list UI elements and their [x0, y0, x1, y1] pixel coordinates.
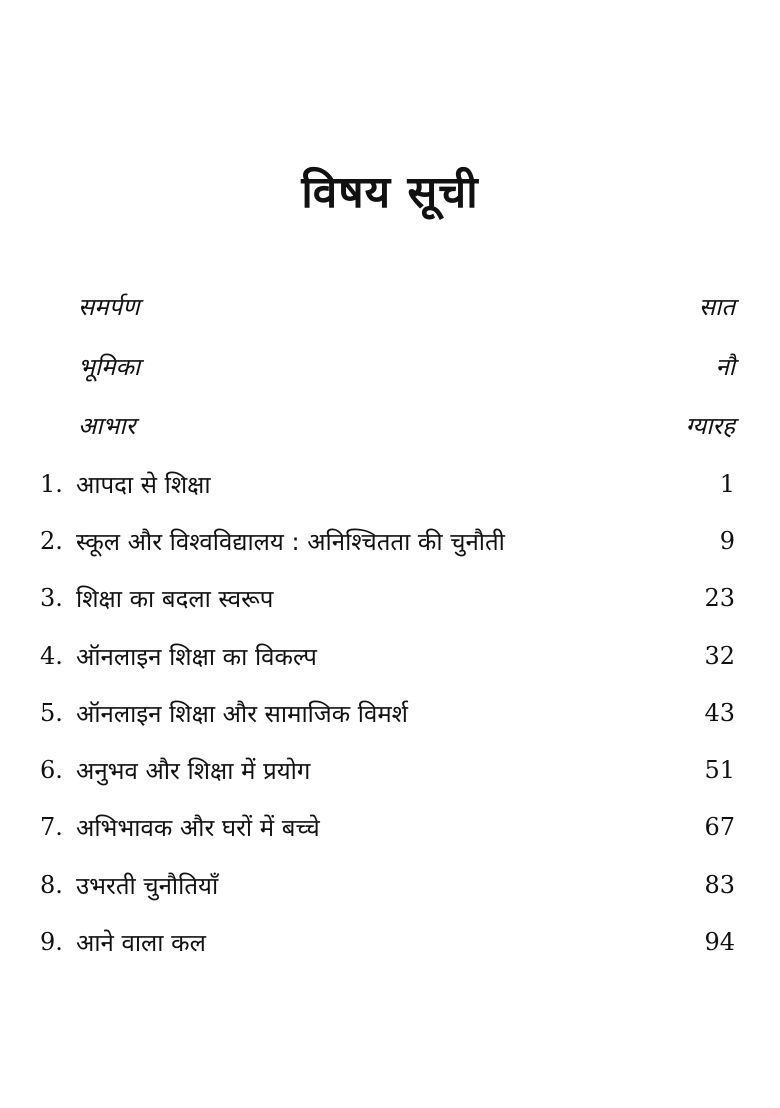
front-matter-page: सात [698, 292, 735, 321]
chapter-number: 9. [40, 928, 63, 956]
chapter-item-8 [40, 863, 735, 907]
page-title: विषय सूची [301, 167, 479, 218]
chapter-title: अभिभावक और घरों में बच्चे [76, 813, 320, 842]
chapter-page: 1 [719, 470, 735, 498]
chapter-title: आने वाला कल [76, 928, 206, 957]
front-matter-label: समर्पण [78, 292, 140, 321]
front-matter-label: भूमिका [78, 352, 141, 381]
chapter-item-2 [40, 519, 735, 563]
chapter-title: स्कूल और विश्वविद्यालय : अनिश्चितता की चुनौती [76, 527, 505, 556]
chapter-page: 94 [704, 928, 735, 956]
chapter-number: 6. [40, 756, 63, 784]
front-matter-item-dedication [40, 284, 735, 328]
chapter-page: 32 [704, 642, 735, 670]
chapter-page: 23 [704, 584, 735, 612]
chapter-number: 1. [40, 470, 63, 498]
chapter-item-7 [40, 805, 735, 849]
chapter-page: 51 [704, 756, 735, 784]
chapter-number: 3. [40, 584, 63, 612]
front-matter-page: ग्यारह [685, 411, 735, 440]
chapter-number: 8. [40, 871, 63, 899]
chapter-title: शिक्षा का बदला स्वरूप [76, 584, 274, 613]
chapter-item-6 [40, 748, 735, 792]
front-matter-item-acknowledgement [40, 403, 735, 447]
chapter-page: 9 [719, 527, 735, 555]
chapter-item-1 [40, 462, 735, 506]
front-matter-page: नौ [715, 352, 735, 381]
front-matter-item-preface [40, 344, 735, 388]
chapter-title: आपदा से शिक्षा [76, 470, 211, 499]
chapter-title: ऑनलाइन शिक्षा का विकल्प [76, 642, 317, 671]
chapter-page: 83 [704, 871, 735, 899]
chapter-number: 2. [40, 527, 63, 555]
chapter-item-9 [40, 920, 735, 964]
chapter-title: अनुभव और शिक्षा में प्रयोग [76, 756, 311, 785]
chapter-page: 67 [704, 813, 735, 841]
chapter-item-4 [40, 634, 735, 678]
front-matter-label: आभार [78, 411, 136, 440]
chapter-title: ऑनलाइन शिक्षा और सामाजिक विमर्श [76, 699, 409, 728]
chapter-item-3 [40, 576, 735, 620]
chapter-number: 4. [40, 642, 63, 670]
chapter-item-5 [40, 691, 735, 735]
chapter-number: 5. [40, 699, 63, 727]
chapter-number: 7. [40, 813, 63, 841]
chapter-title: उभरती चुनौतियाँ [76, 871, 219, 900]
chapter-page: 43 [704, 699, 735, 727]
